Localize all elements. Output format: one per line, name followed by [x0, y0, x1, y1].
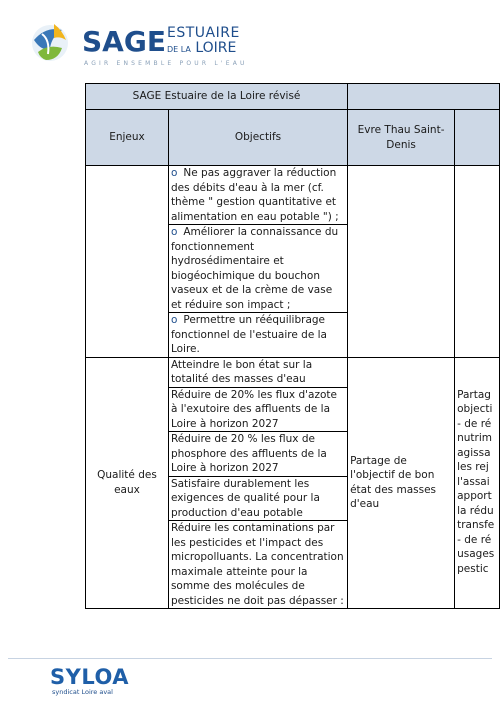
- enjeu-cell-empty: [86, 166, 169, 358]
- syloa-logo: [50, 666, 160, 700]
- syloa-logo-text: SYLOA: [50, 665, 130, 689]
- column-header-next: [455, 110, 500, 166]
- objective-item: Réduire de 20 % les flux de phosphore des affluents de la Loire à horizon 2027: [168, 432, 347, 477]
- logo-loire-text: DE LA LOIRE: [167, 40, 237, 56]
- objective-item: o Permettre un rééquilibrage fonctionnel de l'estuaire de la Loire.: [168, 313, 347, 358]
- syloa-subtitle: syndicat Loire aval: [52, 688, 113, 696]
- bullet-icon: o: [170, 314, 178, 326]
- column-header-evre: Evre Thau Saint-Denis: [348, 110, 455, 166]
- group-header: SAGE Estuaire de la Loire révisé: [86, 84, 348, 110]
- objectives-table: [85, 83, 500, 609]
- enjeu-qualite-des-eaux: Qualité des eaux: [86, 357, 169, 609]
- objective-item: Réduire de 20% les flux d'azote à l'exutoire des affluents de la Loire à horizon 2027: [168, 387, 347, 432]
- logo-estuaire-text: ESTUAIRE: [167, 25, 240, 41]
- column-header-objectifs: Objectifs: [168, 110, 347, 166]
- next-column-cut-text: Partag objecti - de ré nutrim agissa les rej l'assai apport la rédu transfe - de ré usages pestic: [455, 357, 500, 609]
- objective-item: Atteindre le bon état sur la totalité des masses d'eau: [168, 357, 347, 387]
- logo-sage-text: SAGE: [82, 25, 166, 58]
- bullet-icon: o: [170, 226, 178, 238]
- group-header-empty: [348, 84, 500, 110]
- globe-logo-icon: [28, 18, 78, 68]
- bullet-icon: o: [170, 167, 178, 179]
- objective-item: Satisfaire durablement les exigences de qualité pour la production d'eau potable: [168, 476, 347, 521]
- objective-item: o Améliorer la connaissance du fonctionnement hydrosédimentaire et biogéochimique du bouchon vaseux et de la crème de vase et réduire son impact ;: [168, 225, 347, 313]
- column-header-enjeux: Enjeux: [86, 110, 169, 166]
- evre-cell-empty: [348, 166, 455, 358]
- evre-qualite-text: Partage de l'objectif de bon état des masses d'eau: [348, 357, 455, 609]
- logo-tagline: AGIR ENSEMBLE POUR L'EAU: [84, 60, 248, 67]
- objective-item: o Ne pas aggraver la réduction des débits d'eau à la mer (cf. thème " gestion quantitative et alimentation en eau potable ") ;: [168, 166, 347, 225]
- next-cell-empty: [455, 166, 500, 358]
- sage-logo: [28, 18, 248, 70]
- footer-divider: [8, 658, 492, 659]
- objective-item: Réduire les contaminations par les pesticides et l'impact des micropolluants. La concentration maximale atteinte pour la somme des molécules de pesticides ne doit pas dépasser :: [168, 521, 347, 609]
